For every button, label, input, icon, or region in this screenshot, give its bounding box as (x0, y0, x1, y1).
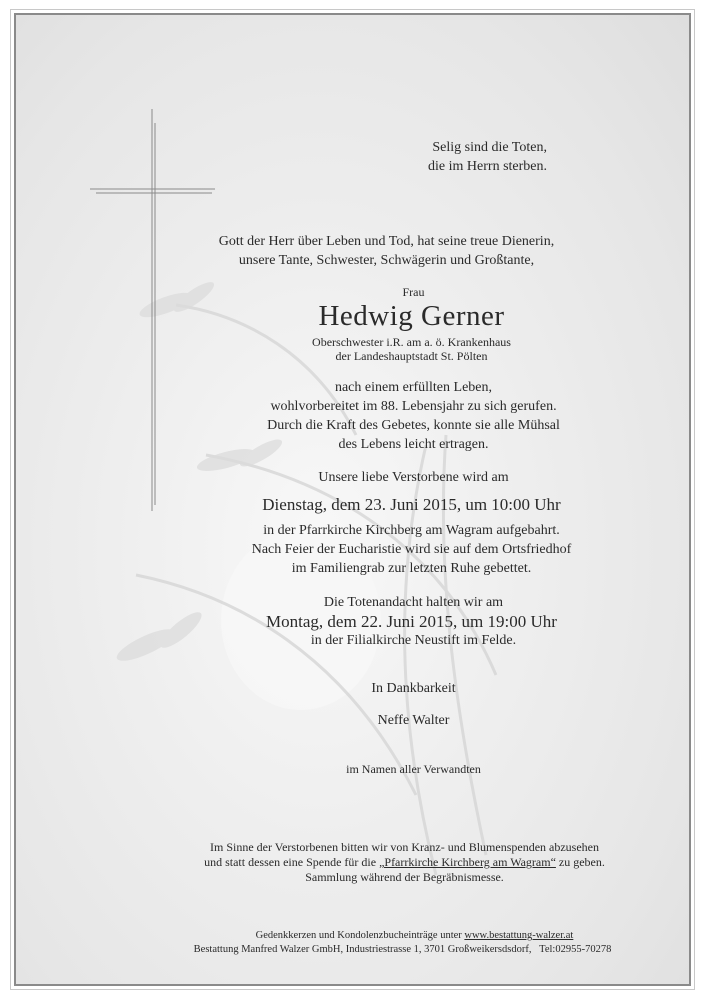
life-line-2-text: wohlvorbereitet im 88. Lebensjahr zu sich gerufen. (270, 399, 557, 414)
laying-out-date (16, 494, 691, 515)
laying-out-line-1-text: in der Pfarrkirche Kirchberg am Wagram aufgebahrt. (263, 523, 560, 538)
donation-recipient: „Pfarrkirche Kirchberg am Wagram“ (379, 855, 556, 869)
deceased-name (16, 299, 691, 333)
vigil-intro-text: Die Totenandacht halten wir am (323, 595, 504, 610)
donation-line-3-text: Sammlung während der Begräbnismesse. (305, 870, 504, 884)
closing-relatives-text: im Namen aller Verwandten (346, 762, 481, 776)
closing-mourner (16, 712, 691, 730)
obituary-card (14, 13, 691, 986)
laying-out-line-3-text: im Familiengrab zur letzten Ruhe gebettet. (291, 561, 532, 576)
deceased-title-line-2-text: der Landeshauptstadt St. Pölten (335, 349, 488, 363)
laying-out-intro-text: Unsere liebe Verstorbene wird am (318, 470, 509, 485)
life-line-3 (16, 417, 691, 435)
donation-line-2-text (204, 855, 605, 869)
life-line-4 (16, 436, 691, 454)
vigil-date (16, 611, 691, 632)
intro-line-1-text: Gott der Herr über Leben und Tod, hat seine treue Dienerin, (218, 234, 555, 249)
donation-line-1-text: Im Sinne der Verstorbenen bitten wir von Kranz- und Blumenspenden abzusehen (209, 840, 599, 854)
salutation-text: Frau (402, 285, 425, 299)
salutation (16, 285, 691, 300)
footer-line-1-prefix: Gedenkkerzen und Kondolenzbucheinträge unter (255, 930, 462, 941)
closing-thanks-text: In Dankbarkeit (371, 681, 456, 696)
laying-out-line-1 (16, 522, 691, 540)
laying-out-line-3 (16, 560, 691, 578)
closing-relatives (16, 762, 691, 777)
scripture-quote-line-1: Selig sind die Toten, (432, 140, 547, 155)
deceased-title-line-2 (16, 349, 691, 364)
intro-line-1 (16, 233, 691, 251)
donation-line-2 (16, 855, 691, 870)
footer-line-2 (16, 943, 691, 956)
vigil-place-text: in der Filialkirche Neustift im Felde. (310, 633, 517, 648)
life-line-2 (16, 398, 691, 416)
deceased-title-line-1 (16, 335, 691, 350)
laying-out-line-2-text: Nach Feier der Eucharistie wird sie auf dem Ortsfriedhof (251, 542, 572, 557)
donation-line-3 (16, 870, 691, 885)
donation-line-2-suffix: zu geben. (558, 855, 605, 869)
vigil-date-text: Montag, dem 22. Juni 2015, um 19:00 Uhr (266, 612, 557, 631)
laying-out-intro (16, 469, 691, 487)
life-line-1 (16, 379, 691, 397)
funeral-home-website-link[interactable]: www.bestattung-walzer.at (464, 930, 574, 941)
closing-mourner-text: Neffe Walter (377, 713, 450, 728)
vigil-intro (16, 594, 691, 612)
donation-line-2-prefix: und statt dessen eine Spende für die (204, 855, 377, 869)
donation-line-1 (16, 840, 691, 855)
intro-line-2-text: unsere Tante, Schwester, Schwägerin und Großtante, (238, 253, 535, 268)
life-line-4-text: des Lebens leicht ertragen. (338, 437, 489, 452)
closing-thanks (16, 680, 691, 698)
footer-line-2-text: Bestattung Manfred Walzer GmbH, Industriestrasse 1, 3701 Großweikersdsdorf, Tel:02955-70278 (193, 944, 612, 955)
laying-out-line-2 (16, 541, 691, 559)
footer-line-1 (16, 929, 691, 942)
life-line-3-text: Durch die Kraft des Gebetes, konnte sie alle Mühsal (267, 418, 560, 433)
scripture-quote-line-2: die im Herrn sterben. (428, 159, 547, 174)
deceased-title-line-1-text: Oberschwester i.R. am a. ö. Krankenhaus (312, 335, 511, 349)
footer-line-1-text (256, 930, 574, 941)
vigil-place (16, 632, 691, 650)
laying-out-date-text: Dienstag, dem 23. Juni 2015, um 10:00 Uhr (262, 495, 561, 514)
life-line-1-text: nach einem erfüllten Leben, (334, 380, 493, 395)
deceased-name-text: Hedwig Gerner (318, 300, 505, 332)
intro-line-2 (16, 252, 691, 270)
